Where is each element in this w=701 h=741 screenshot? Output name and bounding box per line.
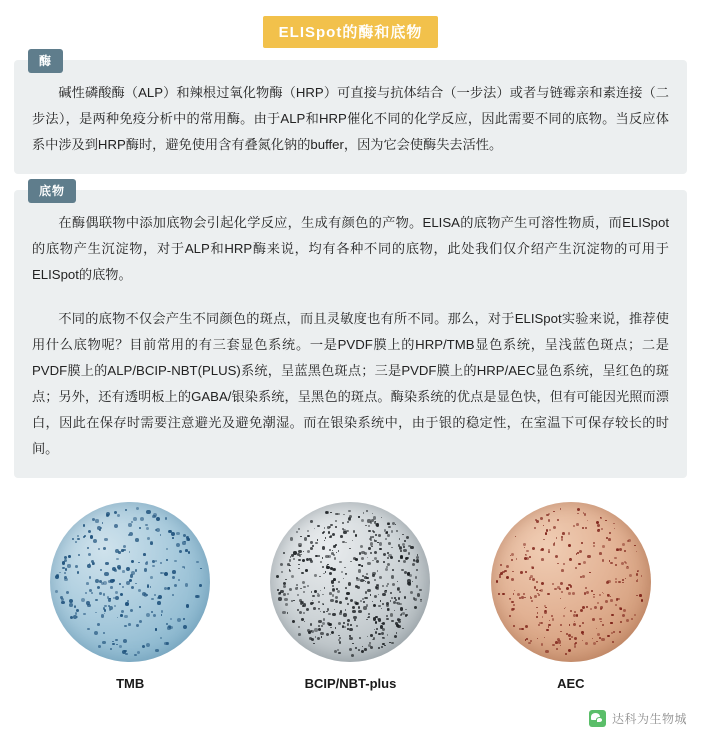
page-title: ELISpot的酶和底物 xyxy=(263,16,439,48)
section-enzyme xyxy=(14,54,687,174)
section-substrate xyxy=(14,184,687,478)
watermark-label: 达科为生物城 xyxy=(611,712,687,726)
section-enzyme-paragraph-1: 碱性磷酸酶（ALP）和辣根过氧化物酶（HRP）可直接与抗体结合（一步法）或者与链霉亲和素连接（二步法），是两种免疫分析中的常用酶。由于ALP和HRP催化不同的化学反应，因此需要不同的底物。当反应体系中涉及到HRP酶时，避免使用含有叠氮化钠的buffer，因为它会使酶失去活性。 xyxy=(32,85,669,152)
wechat-icon xyxy=(589,710,606,727)
well-image-aec xyxy=(491,502,651,662)
watermark xyxy=(589,710,687,727)
spot-layer-aec xyxy=(491,502,651,662)
spot-layer-tmb xyxy=(50,502,210,662)
page-title-wrap xyxy=(14,0,687,60)
figure-caption-tmb: TMB xyxy=(116,676,145,691)
figure-caption-aec: AEC xyxy=(557,676,585,691)
section-substrate-paragraph-2: 不同的底物不仅会产生不同颜色的斑点，而且灵敏度也有所不同。那么，对于ELISpot实验来说，推荐使用什么底物呢？目前常用的有三套显色系统。一是PVDF膜上的HRP/TMB显色系统，呈浅蓝色斑点；二是PVDF膜上的ALP/BCIP-NBT(PLUS)系统，呈蓝黑色斑点；三是PVDF膜上的HRP/AEC显色系统，呈红色的斑点；另外，还有透明板上的GABA/银染系统，呈黑色的斑点。酶染系统的优点是显色快，但有可能因光照而漂白，因此在保存时需要注意避光及避免潮湿。而在银染系统中，由于银的稳定性，在室温下可保存较长的时间。 xyxy=(32,311,669,456)
figure-bcip-nbt-plus xyxy=(255,502,445,691)
section-substrate-paragraph-1: 在酶偶联物中添加底物会引起化学反应，生成有颜色的产物。ELISA的底物产生可溶性物质，而ELISpot的底物产生沉淀物，对于ALP和HRP酶来说，均有各种不同的底物，此处我们仅介绍产生沉淀物的可用于ELISpot的底物。 xyxy=(32,215,669,282)
section-enzyme-tag: 酶 xyxy=(28,49,63,73)
section-substrate-tag: 底物 xyxy=(28,179,76,203)
figure-tmb xyxy=(35,502,225,691)
spot-layer-bcip xyxy=(270,502,430,662)
well-image-tmb xyxy=(50,502,210,662)
figure-caption-bcip: BCIP/NBT-plus xyxy=(304,676,397,691)
figure-row xyxy=(14,502,687,691)
well-image-bcip xyxy=(270,502,430,662)
figure-aec xyxy=(476,502,666,691)
